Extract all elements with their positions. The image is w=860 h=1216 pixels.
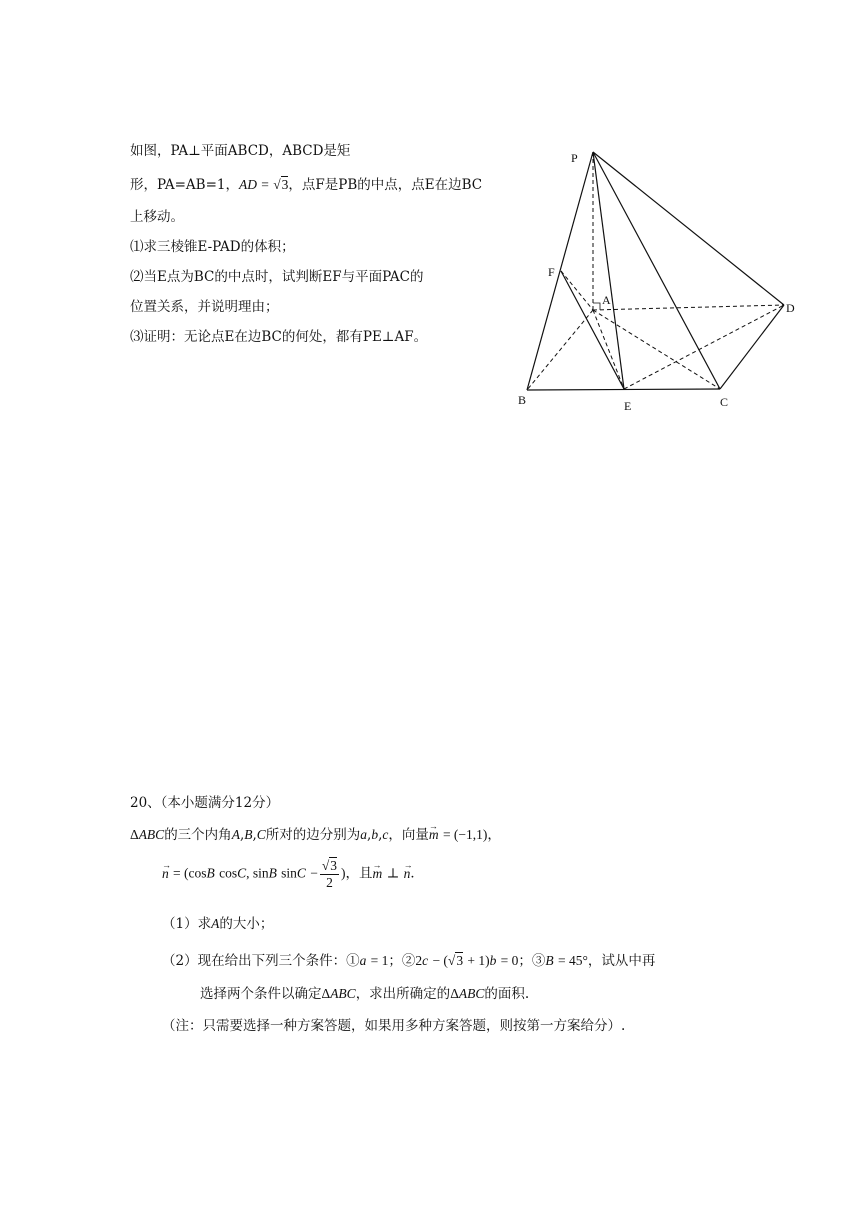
p19-line2-a: 形，PA=AB=1， (130, 177, 239, 193)
edge-ad (593, 305, 784, 310)
label-a: A (602, 293, 611, 307)
p20-q1: （1）求A的大小； (162, 916, 274, 932)
p20-line2: → n = (cosB cosC, sinB sinC − $\frac{√3}{2}$ )，且→ m ⊥ → n． (162, 858, 424, 890)
edge-pe (593, 152, 624, 389)
label-p: P (571, 151, 578, 165)
label-e: E (624, 399, 632, 410)
p20-note: （注：只需要选择一种方案答题，如果用多种方案答题，则按第一方案给分）. (162, 1018, 626, 1034)
p19-q2b: 位置关系，并说明理由； (130, 299, 279, 315)
label-c: C (720, 395, 729, 409)
edge-fa (561, 271, 593, 310)
p19-line2: 形，PA=AB=1，AD = √3，点F是PB的中点，点E在边BC (130, 177, 483, 193)
edge-pd (593, 152, 784, 305)
p20-line1: ΔABC的三个内角A,B,C所对的边分别为a,b,c，向量→ m = (−1,1)， (130, 825, 501, 845)
edge-ed (624, 305, 784, 389)
p20-q2a: （2）现在给出下列三个条件：①a = 1；②2c − (√3 + 1)b = 0；③B = 45°，试从中再 (162, 953, 656, 969)
edge-ab (527, 310, 593, 390)
label-d: D (786, 301, 795, 315)
label-b: B (518, 393, 527, 407)
edge-cd (720, 305, 784, 389)
p19-line2-math: AD (238, 177, 257, 192)
edge-ac (593, 310, 720, 389)
p19-line3: 上移动。 (130, 209, 184, 225)
p20-q2b: 选择两个条件以确定ΔABC，求出所确定的ΔABC的面积. (200, 986, 530, 1002)
edge-pb (527, 152, 593, 390)
right-angle-mark (593, 303, 600, 310)
p19-q2a: ⑵当E点为BC的中点时，试判断EF与平面PAC的 (130, 269, 424, 285)
p19-q3: ⑶证明：无论点E在边BC的何处，都有PE⊥AF。 (130, 329, 428, 345)
p20-header: 20、（本小题满分12分） (130, 795, 280, 811)
label-f: F (548, 265, 555, 279)
p19-line2-b: ，点F是PB的中点，点E在边BC (288, 177, 483, 193)
p19-q1: ⑴求三棱锥E-PAD的体积； (130, 239, 295, 255)
p19-line1: 如图，PA⊥平面ABCD，ABCD是矩 (130, 143, 351, 159)
edge-pc (593, 152, 720, 389)
pyramid-figure (510, 140, 810, 410)
